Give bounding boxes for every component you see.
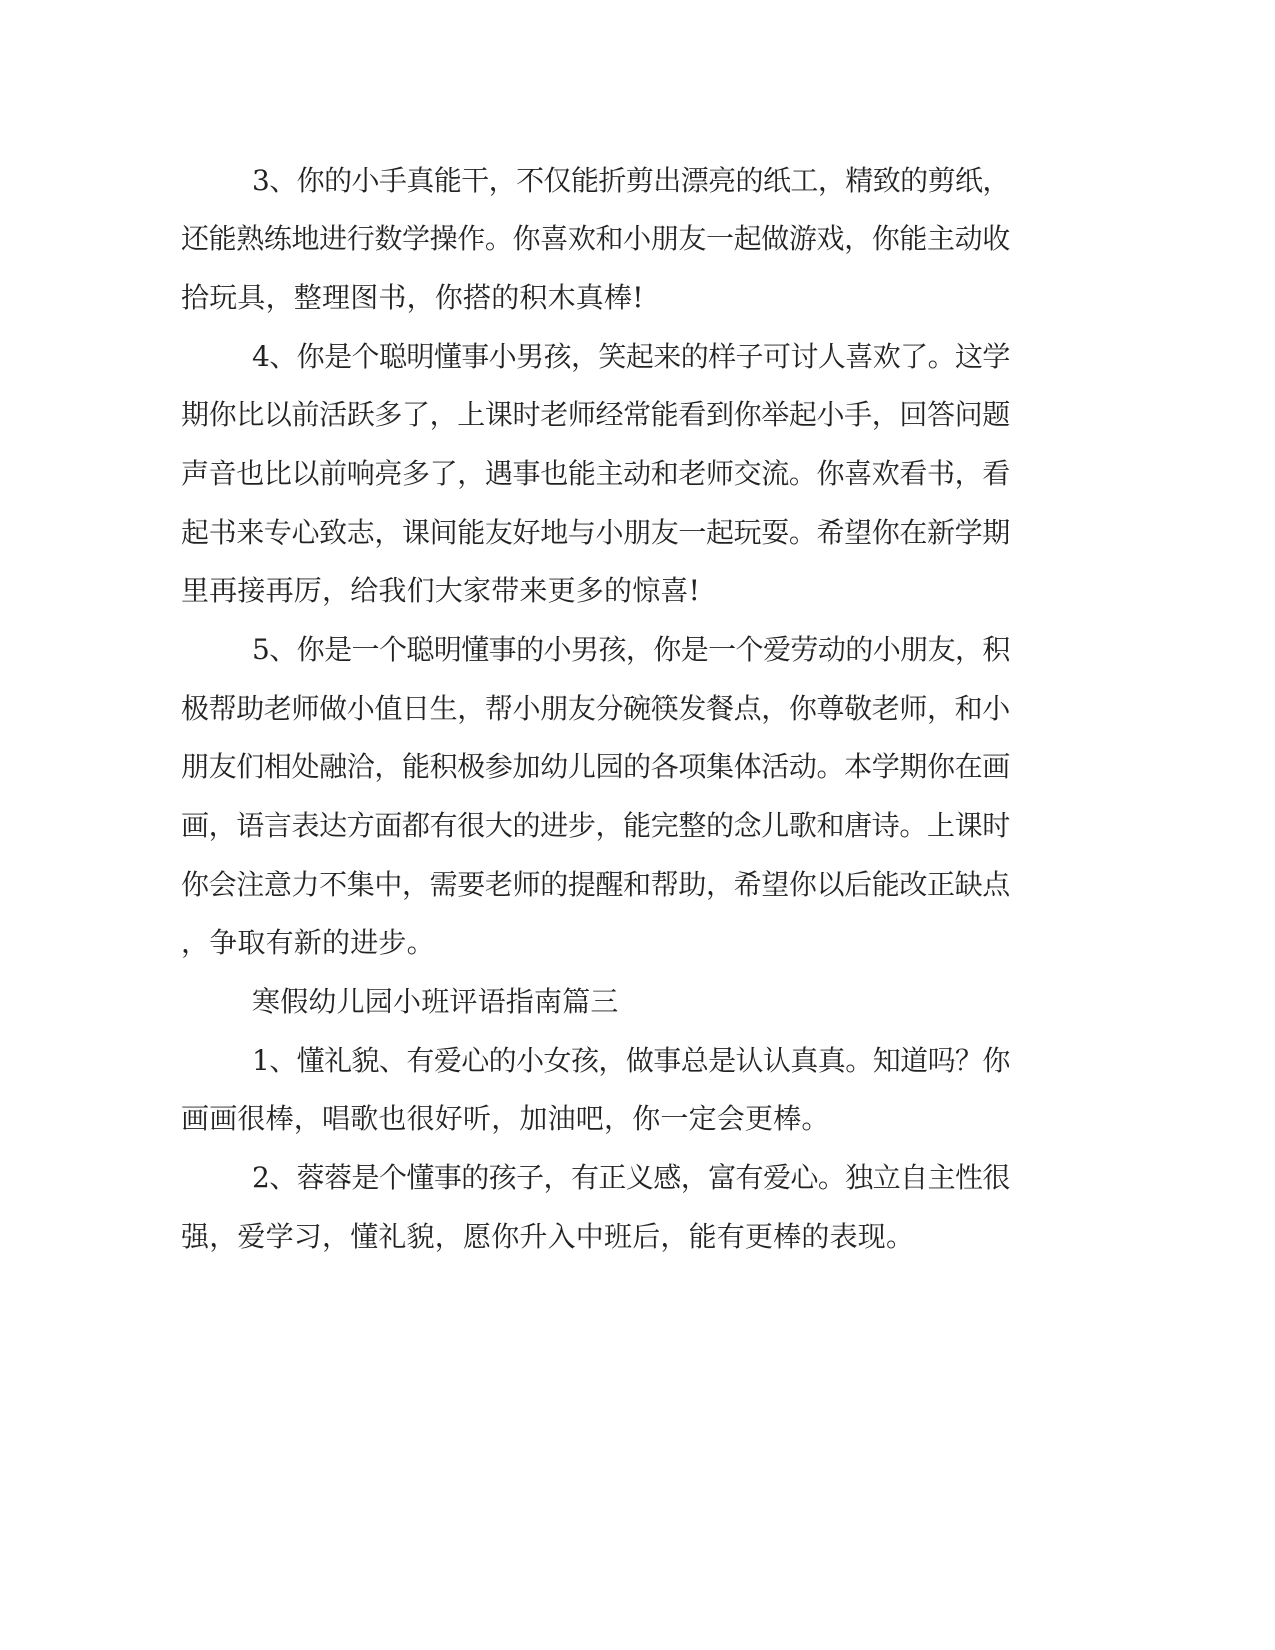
para3-line1: 3、你的小手真能干，不仅能折剪出漂亮的纸工，精致的剪纸， (252, 164, 1010, 197)
para3-line3: 拾玩具，整理图书，你搭的积木真棒! (181, 281, 644, 314)
para5-line5: 你会注意力不集中，需要老师的提醒和帮助，希望你以后能改正缺点 (181, 868, 1010, 901)
para5-line1: 5、你是一个聪明懂事的小男孩，你是一个爱劳动的小朋友，积 (252, 633, 1010, 666)
para5-line3: 朋友们相处融洽，能积极参加幼儿园的各项集体活动。本学期你在画 (181, 750, 1010, 783)
item1-line2: 画画很棒，唱歌也很好听，加油吧，你一定会更棒。 (181, 1102, 830, 1135)
para5-line2: 极帮助老师做小值日生，帮小朋友分碗筷发餐点，你尊敬老师，和小 (181, 692, 1010, 725)
para4-line5: 里再接再厉，给我们大家带来更多的惊喜! (181, 574, 701, 607)
item2-line1: 2、蓉蓉是个懂事的孩子，有正义感，富有爱心。独立自主性很 (252, 1161, 1010, 1194)
item1-line1: 1、懂礼貌、有爱心的小女孩，做事总是认认真真。知道吗？你 (252, 1044, 1010, 1077)
item2-line2: 强，爱学习，懂礼貌，愿你升入中班后，能有更棒的表现。 (181, 1220, 915, 1253)
section-heading: 寒假幼儿园小班评语指南篇三 (252, 985, 619, 1018)
para5-line6: ，争取有新的进步。 (181, 926, 435, 959)
para4-line3: 声音也比以前响亮多了，遇事也能主动和老师交流。你喜欢看书，看 (181, 457, 1010, 490)
para4-line1: 4、你是个聪明懂事小男孩，笑起来的样子可讨人喜欢了。这学 (252, 340, 1010, 373)
para3-line2: 还能熟练地进行数学操作。你喜欢和小朋友一起做游戏，你能主动收 (181, 222, 1010, 255)
para4-line2: 期你比以前活跃多了，上课时老师经常能看到你举起小手，回答问题 (181, 398, 1010, 431)
para4-line4: 起书来专心致志，课间能友好地与小朋友一起玩耍。希望你在新学期 (181, 516, 1010, 549)
para5-line4: 画，语言表达方面都有很大的进步，能完整的念儿歌和唐诗。上课时 (181, 809, 1010, 842)
